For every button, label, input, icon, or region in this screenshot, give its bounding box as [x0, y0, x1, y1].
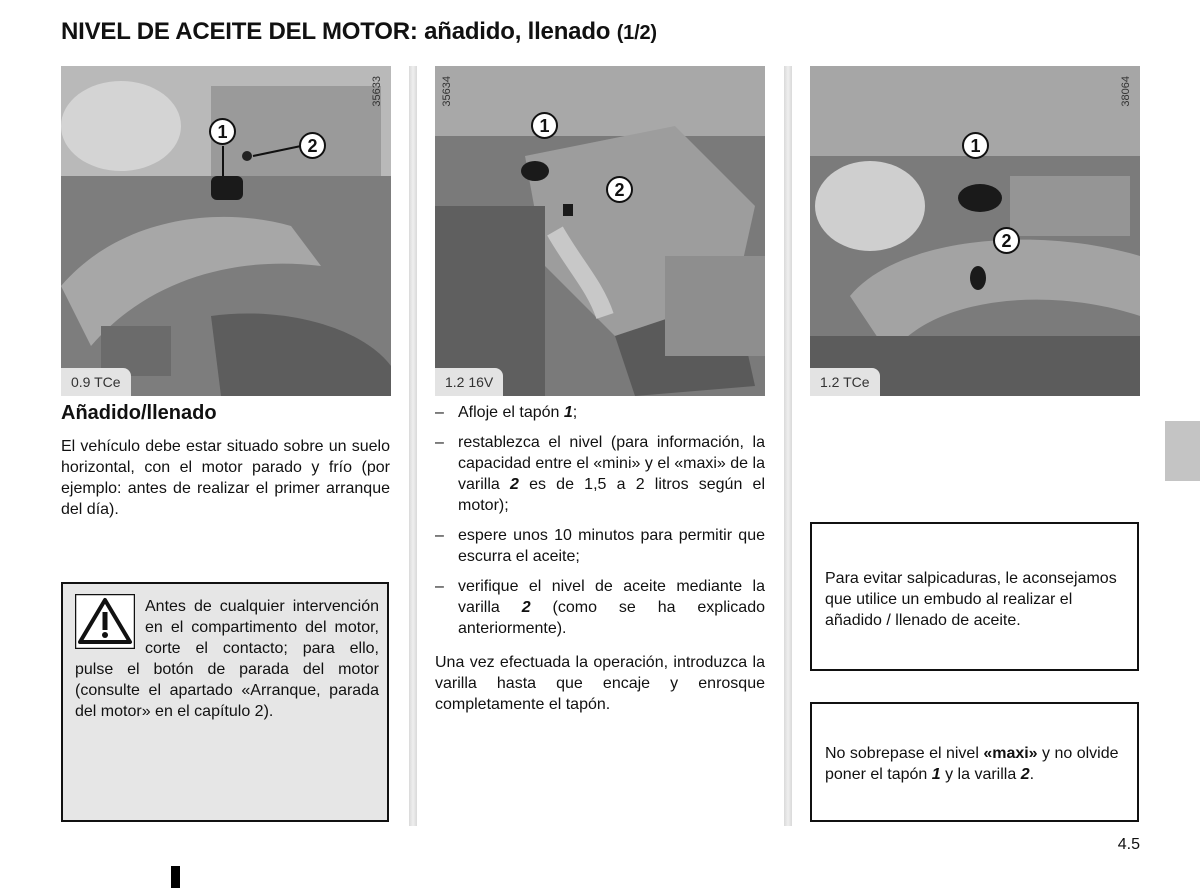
engine-illustration — [810, 66, 1140, 396]
note-text-part: y la varilla — [940, 766, 1021, 783]
section-heading: Añadido/llenado — [61, 402, 217, 424]
step-ref: 1 — [563, 404, 573, 421]
note-text-part: y no olvide poner el tapón — [825, 745, 1119, 783]
binding-mark — [171, 866, 180, 888]
step-text: (como se ha explicado anteriormente). — [458, 599, 766, 637]
callout-2: 2 — [299, 132, 326, 159]
list-item — [435, 525, 765, 567]
step-text: es de 1,5 a 2 litros según el motor); — [458, 476, 766, 514]
engine-label: 1.2 16V — [435, 368, 503, 396]
note-text-part: . — [1029, 766, 1035, 783]
photo-code: 38064 — [1120, 76, 1132, 107]
callout-1: 1 — [209, 118, 236, 145]
list-item — [435, 432, 765, 516]
callout-1: 1 — [531, 112, 558, 139]
page-number: 4.5 — [1117, 836, 1140, 853]
dash: – — [435, 404, 444, 421]
warning-message: Antes de cualquier intervención en el compartimento del motor, corte el contacto; para ello, pulse el botón de parada del motor (consulte el apartado «Arranque, parada del motor» en el capítulo 2). — [75, 598, 379, 720]
closing-paragraph: Una vez efectuada la operación, introduzca la varilla hasta que encaje y enrosque completamente el tapón. — [435, 654, 765, 713]
engine-photo-1-2-tce — [810, 66, 1140, 396]
note-box-funnel — [810, 522, 1139, 671]
title-part: (1/2) — [616, 22, 657, 44]
warning-box — [61, 582, 389, 822]
warning-text — [75, 596, 379, 722]
step-ref: 2 — [509, 476, 519, 493]
engine-label: 1.2 TCe — [810, 368, 880, 396]
step-text: verifique el nivel de aceite mediante la varilla — [458, 578, 765, 616]
callout-1: 1 — [962, 132, 989, 159]
note-text — [825, 743, 1126, 785]
dash: – — [435, 527, 444, 544]
chapter-tab — [1165, 421, 1200, 481]
engine-photo-0-9-tce — [61, 66, 391, 396]
step-ref: 2 — [521, 599, 531, 616]
dash: – — [435, 578, 444, 595]
note-text: Para evitar salpicaduras, le aconsejamos que utilice un embudo al realizar el añadido / llenado de aceite. — [825, 570, 1117, 629]
step-text: Afloje el tapón — [458, 404, 564, 421]
engine-photo-1-2-16v — [435, 66, 765, 396]
note-text-part: No sobrepase el nivel — [825, 745, 984, 762]
column-divider — [784, 66, 792, 826]
maxi-label: «maxi» — [983, 745, 1038, 762]
callout-2: 2 — [606, 176, 633, 203]
dash: – — [435, 434, 444, 451]
step-text: ; — [572, 404, 578, 421]
title-text: NIVEL DE ACEITE DEL MOTOR: añadido, llenado — [61, 18, 611, 45]
icon-spacer — [75, 596, 145, 659]
engine-label: 0.9 TCe — [61, 368, 131, 396]
step-text: espere unos 10 minutos para permitir que escurra el aceite; — [458, 527, 765, 565]
list-item — [435, 402, 765, 423]
list-item — [435, 576, 765, 639]
engine-illustration — [435, 66, 765, 396]
photo-code: 35633 — [371, 76, 383, 107]
ref-cap: 1 — [931, 766, 941, 783]
step-text: restablezca el nivel (para información, la capacidad entre el «mini» y el «maxi» de la varilla — [458, 434, 765, 493]
note-box-maxi — [810, 702, 1139, 822]
intro-paragraph: El vehículo debe estar situado sobre un suelo horizontal, con el motor parado y frío (por ejemplo: antes de realizar el primer arranque del día). — [61, 438, 390, 518]
procedure-steps — [435, 402, 765, 648]
page-title — [61, 18, 657, 46]
photo-code: 35634 — [441, 76, 453, 107]
column-divider — [409, 66, 417, 826]
ref-dipstick: 2 — [1020, 766, 1030, 783]
callout-2: 2 — [993, 227, 1020, 254]
engine-illustration — [61, 66, 391, 396]
